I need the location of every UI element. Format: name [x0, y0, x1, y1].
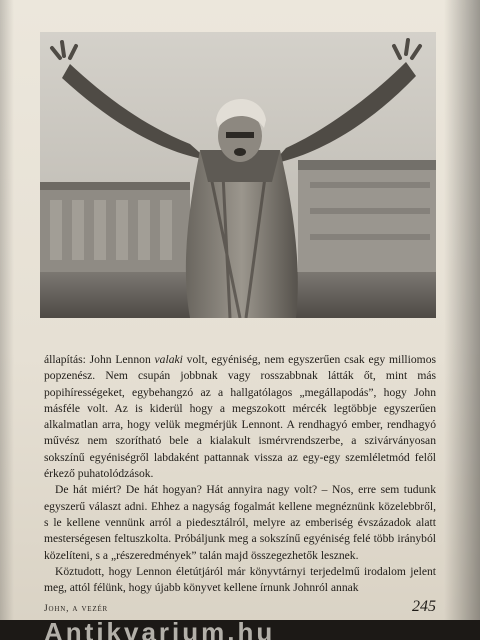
paragraph-1-text-b: volt, egyéniség, nem egyszerűen csak egy milliomos popzenész. Nem csupán jobbnak vagy rosszabbnak látták őt, mint más popihírességeket, egybehangzó az a hallgatólagos „megállapodás”, hogy John másféle volt. Az is kiderül hogy a megszokott mércék legtöbbje egyszerűen alkalmatlan arra, hogy velük megmérjük Lennont. A rendhagyó ember, rendhagyó művész nem szorítható bele a kialakult ismérvrendszerbe, a szivárványosan sokszínű egyéniségről labdaként pattannak vissza az egy-egy szemléletmód felől érkező puhatolódzások.: [44, 353, 437, 481]
paragraph-1-emphasis: valaki: [154, 353, 183, 366]
watermark-logo: Antikvarium.hu: [44, 620, 276, 640]
paragraph-1: [44, 352, 436, 482]
watermark: [0, 620, 480, 640]
running-title: John, a vezér: [44, 604, 108, 614]
page-edge-shadow: [444, 0, 480, 640]
paragraph-2-text: De hát miért? De hát hogyan? Hát annyira nagy volt? – Nos, erre sem tudunk egyszerű választ adni. Ehhez a nagyság fogalmát kellene megnéznünk közelebbről, s le kellene vennünk arról a piedesztálról, melyre az emberiség évszázadok alatt mesterségesen feltuszkolta. Próbáljunk meg a sokszínű egyéniség felé több irányból közelíteni, s a „részeredmények” talán majd összegezhetők lesznek.: [44, 483, 436, 562]
paragraph-1-text-a: állapítás: John Lennon: [44, 353, 155, 366]
page-number: 245: [412, 598, 436, 615]
page-footer: [44, 596, 436, 616]
paragraph-3-text: Köztudott, hogy Lennon életútjáról már könyvtárnyi terjedelmű irodalom jelent meg, attól félünk, hogy újabb könyvet kellene írnunk Johnról annak: [44, 564, 436, 595]
photograph: [40, 32, 436, 318]
body-text: [44, 352, 436, 596]
photograph-icon: [40, 32, 436, 318]
paragraph-3: [44, 564, 436, 597]
paragraph-2: [44, 482, 436, 563]
page-gutter-shadow: [0, 0, 14, 640]
